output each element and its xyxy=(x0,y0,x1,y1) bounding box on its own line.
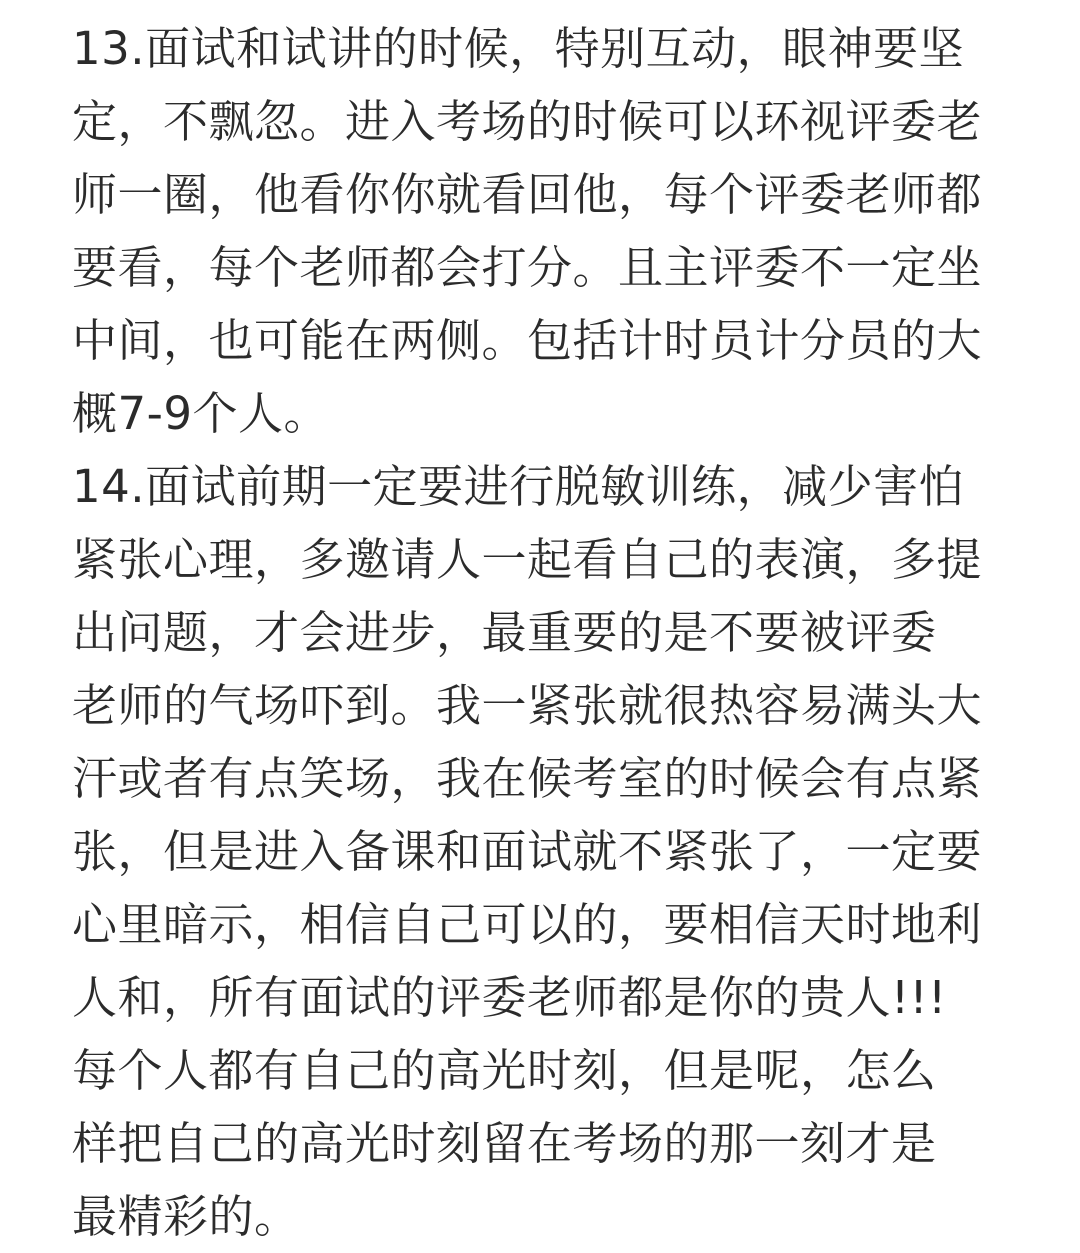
text-line: 汗或者有点笑场，我在候考室的时候会有点紧 xyxy=(72,752,983,805)
text-line: 每个人都有自己的高光时刻，但是呢，怎么 xyxy=(72,1044,937,1097)
text-line: 紧张心理，多邀请人一起看自己的表演，多提 xyxy=(72,533,983,586)
text-line: 最精彩的。 xyxy=(72,1190,300,1243)
text-line: 张，但是进入备课和面试就不紧张了，一定要 xyxy=(72,825,983,878)
text-line: 师一圈，他看你你就看回他，每个评委老师都 xyxy=(72,168,983,221)
text-line: 13.面试和试讲的时候，特别互动，眼神要坚 xyxy=(72,22,965,75)
text-line: 样把自己的高光时刻留在考场的那一刻才是 xyxy=(72,1117,937,1170)
article-body xyxy=(72,12,1012,1253)
text-line: 出问题，才会进步，最重要的是不要被评委 xyxy=(72,606,937,659)
text-line: 心里暗示，相信自己可以的，要相信天时地利 xyxy=(72,898,983,951)
text-line: 14.面试前期一定要进行脱敏训练，减少害怕 xyxy=(72,460,965,513)
text-line: 老师的气场吓到。我一紧张就很热容易满头大 xyxy=(72,679,983,732)
text-line: 中间，也可能在两侧。包括计时员计分员的大 xyxy=(72,314,983,367)
text-line: 定，不飘忽。进入考场的时候可以环视评委老 xyxy=(72,95,983,148)
text-line: 人和，所有面试的评委老师都是你的贵人!!! xyxy=(72,971,947,1024)
text-line: 概7-9个人。 xyxy=(72,387,329,440)
text-line: 要看，每个老师都会打分。且主评委不一定坐 xyxy=(72,241,983,294)
